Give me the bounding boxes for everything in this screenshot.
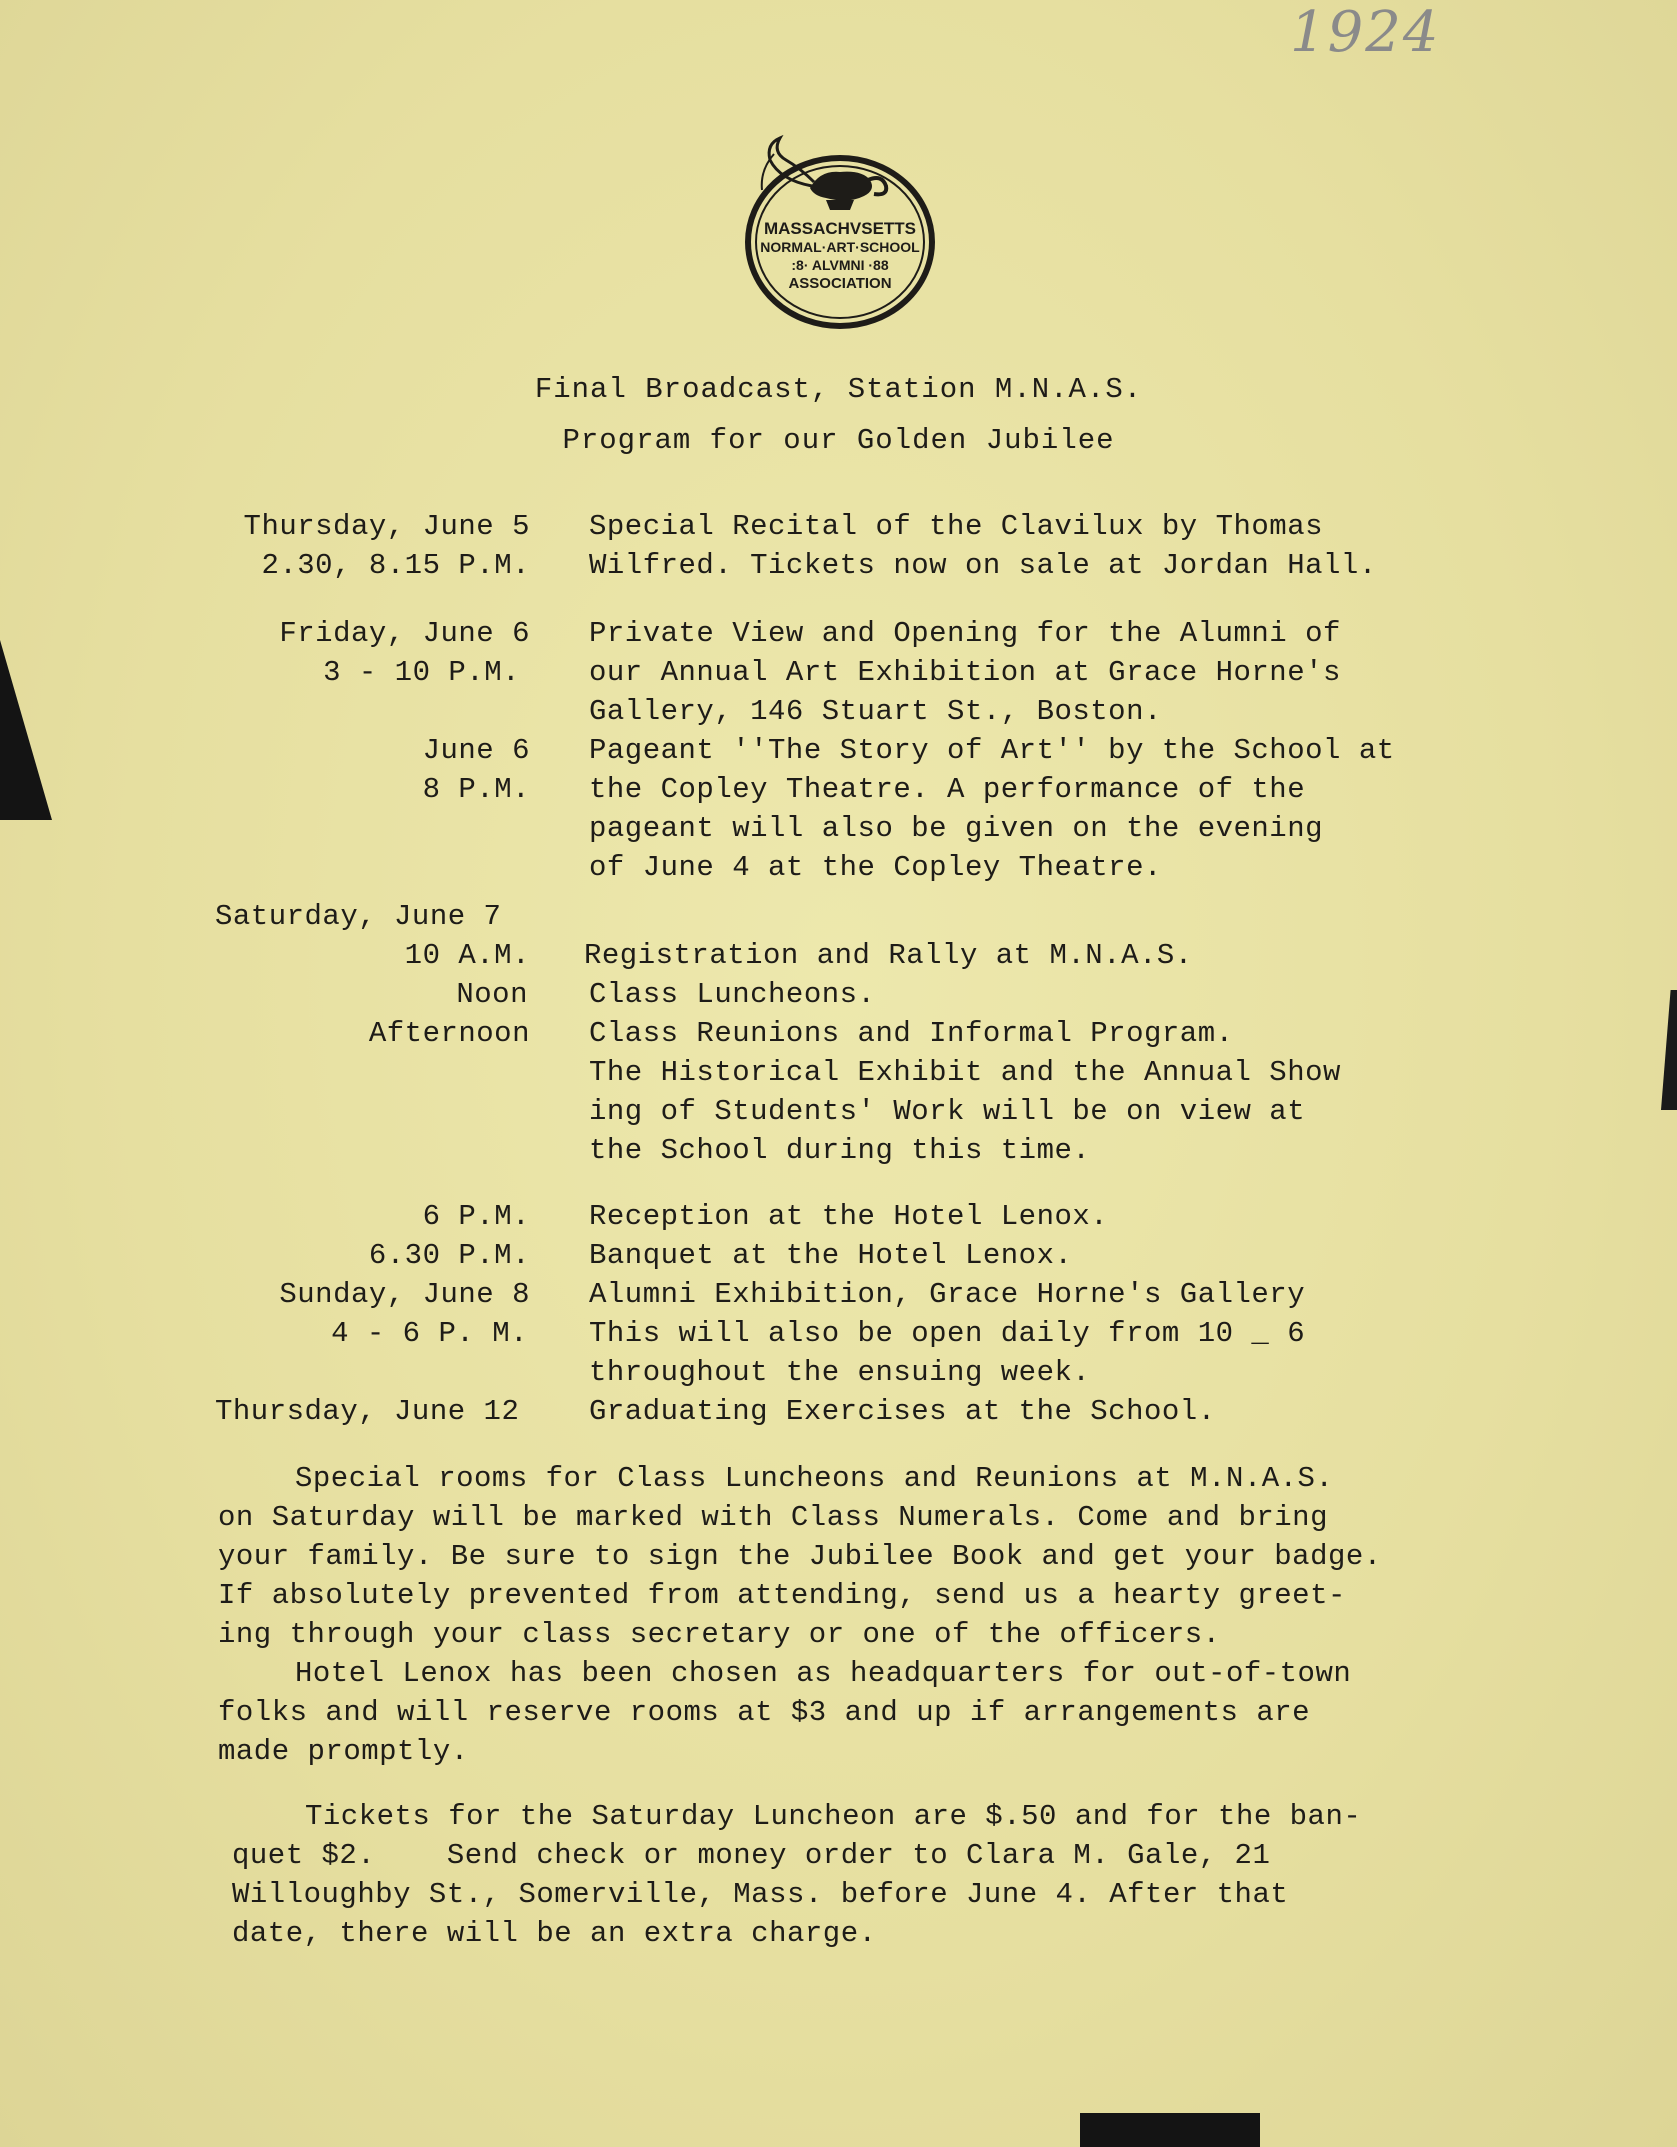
schedule-row-event: Pageant ''The Story of Art'' by the School at: [589, 734, 1395, 767]
paragraph-line: folks and will reserve rooms at $3 and up if arrangements are: [218, 1696, 1311, 1729]
schedule-row-event: the Copley Theatre. A performance of the: [589, 773, 1306, 806]
paragraph-line: quet $2. Send check or money order to Clara M. Gale, 21: [232, 1839, 1271, 1872]
paragraph-line: date, there will be an extra charge.: [232, 1917, 877, 1950]
schedule-row-event: Reception at the Hotel Lenox.: [589, 1200, 1109, 1233]
seal-text-line4: ASSOCIATION: [788, 275, 892, 292]
schedule-row-event: Wilfred. Tickets now on sale at Jordan Hall.: [589, 549, 1377, 582]
seal-text-line1: MASSACHVSETTS: [763, 219, 917, 238]
schedule-row-date: Friday, June 6: [279, 617, 530, 650]
schedule-row-date: 2.30, 8.15 P.M.: [261, 549, 530, 582]
schedule-row-event: ing of Students' Work will be on view at: [589, 1095, 1306, 1128]
schedule-row-event: The Historical Exhibit and the Annual Show: [589, 1056, 1341, 1089]
schedule-row-date: 3 - 10 P.M.: [323, 656, 520, 689]
paragraph-line: Tickets for the Saturday Luncheon are $.50 and for the ban-: [305, 1800, 1362, 1833]
page-edge-shadow-left-block: [0, 700, 10, 820]
schedule-row-event: Gallery, 146 Stuart St., Boston.: [589, 695, 1162, 728]
schedule-row-date: Sunday, June 8: [279, 1278, 530, 1311]
schedule-row-event: of June 4 at the Copley Theatre.: [589, 851, 1162, 884]
document-title: Final Broadcast, Station M.N.A.S.: [534, 373, 1143, 406]
handwritten-year: 1924: [1290, 0, 1441, 65]
schedule-row-event: Banquet at the Hotel Lenox.: [589, 1239, 1073, 1272]
schedule-row-date: 10 A.M.: [404, 939, 530, 972]
schedule-row-date: June 6: [422, 734, 530, 767]
schedule-row-date: Thursday, June 5: [243, 510, 530, 543]
page-bottom-tear: [1080, 2113, 1260, 2147]
schedule-row-date: Thursday, June 12: [215, 1395, 520, 1428]
paragraph-line: Hotel Lenox has been chosen as headquarters for out-of-town: [295, 1657, 1352, 1690]
paragraph-line: on Saturday will be marked with Class Numerals. Come and bring: [218, 1501, 1328, 1534]
schedule-row-event: Alumni Exhibition, Grace Horne's Gallery: [589, 1278, 1306, 1311]
schedule-row-event: Class Luncheons.: [589, 978, 876, 1011]
paragraph-line: ing through your class secretary or one of the officers.: [218, 1618, 1221, 1651]
document-subtitle: Program for our Golden Jubilee: [562, 424, 1115, 457]
page-edge-shadow-right: [1661, 990, 1677, 1110]
schedule-row-event: Private View and Opening for the Alumni of: [589, 617, 1341, 650]
paragraph-line: your family. Be sure to sign the Jubilee Book and get your badge.: [218, 1540, 1382, 1573]
schedule-row-event: Special Recital of the Clavilux by Thomas: [589, 510, 1324, 543]
schedule-row-event: This will also be open daily from 10 _ 6: [589, 1317, 1306, 1350]
schedule-row-date: 6.30 P.M.: [368, 1239, 530, 1272]
schedule-row-date: Noon: [456, 978, 528, 1011]
schedule-row-date: Saturday, June 7: [215, 900, 502, 933]
schedule-row-date: 4 - 6 P. M.: [331, 1317, 528, 1350]
schedule-row-date: 8 P.M.: [422, 773, 530, 806]
paragraph-line: Willoughby St., Somerville, Mass. before June 4. After that: [232, 1878, 1289, 1911]
schedule-row-event: pageant will also be given on the evening: [589, 812, 1324, 845]
schedule-row-event: the School during this time.: [589, 1134, 1091, 1167]
schedule-row-event: Class Reunions and Informal Program.: [589, 1017, 1234, 1050]
schedule-row-event: Graduating Exercises at the School.: [589, 1395, 1216, 1428]
paragraph-line: If absolutely prevented from attending, send us a hearty greet-: [218, 1579, 1346, 1612]
schedule-row-event: Registration and Rally at M.N.A.S.: [584, 939, 1193, 972]
paragraph-line: Special rooms for Class Luncheons and Reunions at M.N.A.S.: [295, 1462, 1334, 1495]
schedule-row-event: throughout the ensuing week.: [589, 1356, 1091, 1389]
schedule-row-date: Afternoon: [368, 1017, 530, 1050]
paragraph-line: made promptly.: [218, 1735, 469, 1768]
schedule-row-event: our Annual Art Exhibition at Grace Horne's: [589, 656, 1341, 689]
alumni-association-seal: [740, 130, 940, 330]
schedule-row-date: 6 P.M.: [422, 1200, 530, 1233]
seal-text-line2: NORMAL·ART·SCHOOL: [760, 239, 920, 255]
seal-text-line3: :8· ALVMNI ·88: [791, 257, 889, 273]
